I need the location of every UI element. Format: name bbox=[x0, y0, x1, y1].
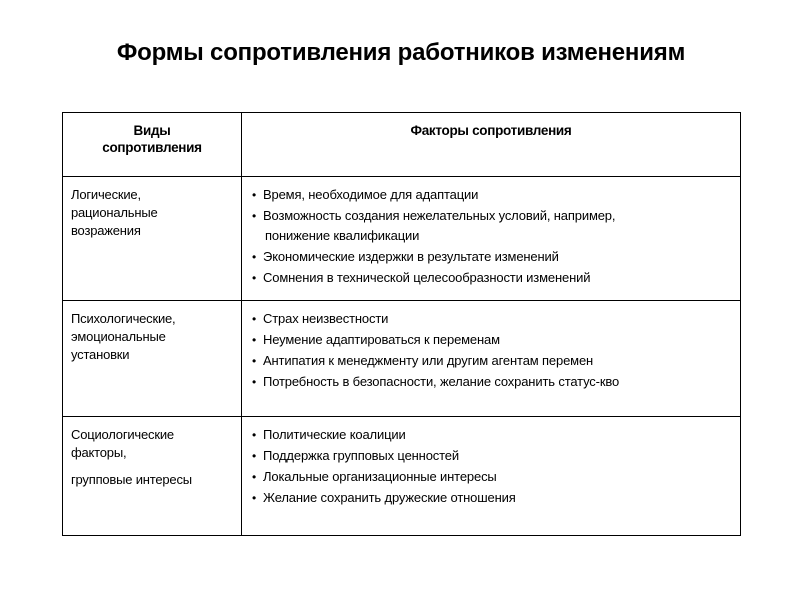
list-item-text: Сомнения в технической целесообразности изменений bbox=[263, 270, 591, 285]
list-item-text: Потребность в безопасности, желание сохранить статус-кво bbox=[263, 374, 620, 389]
table-row bbox=[63, 301, 741, 417]
factor-list bbox=[252, 185, 732, 288]
kind-line: групповые интересы bbox=[71, 472, 192, 487]
column-header-kind-line-2: сопротивления bbox=[102, 140, 202, 155]
list-item bbox=[252, 247, 732, 267]
list-item-text: Антипатия к менеджменту или другим агентам перемен bbox=[263, 353, 594, 368]
factors-cell-psychological bbox=[242, 301, 741, 417]
resistance-table bbox=[62, 112, 741, 536]
page-title: Формы сопротивления работников изменениям bbox=[116, 39, 686, 66]
list-item bbox=[252, 372, 732, 392]
column-header-kind-line-1: Виды bbox=[133, 123, 171, 138]
column-header-factors-label: Факторы сопротивления bbox=[410, 123, 572, 138]
list-item bbox=[252, 268, 732, 288]
list-item-text: Неумение адаптироваться к переменам bbox=[263, 332, 500, 347]
factors-cell-logical bbox=[242, 177, 741, 301]
bullet-icon: • bbox=[252, 312, 257, 326]
kind-line: факторы, bbox=[71, 445, 127, 460]
bullet-icon: • bbox=[252, 491, 257, 505]
bullet-icon: • bbox=[252, 188, 257, 202]
list-item bbox=[252, 446, 732, 466]
column-header-factors bbox=[242, 113, 741, 177]
list-item bbox=[252, 467, 732, 487]
kind-cell-psychological bbox=[63, 301, 242, 417]
bullet-icon: • bbox=[252, 333, 257, 347]
table-header-row bbox=[63, 113, 741, 177]
kind-line: эмоциональные bbox=[71, 329, 166, 344]
bullet-icon: • bbox=[252, 428, 257, 442]
list-item-text: Поддержка групповых ценностей bbox=[263, 448, 459, 463]
bullet-icon: • bbox=[252, 375, 257, 389]
list-item bbox=[252, 330, 732, 350]
column-header-kind bbox=[63, 113, 242, 177]
bullet-icon: • bbox=[252, 271, 257, 285]
kind-cell-sociological bbox=[63, 417, 242, 536]
table-row bbox=[63, 177, 741, 301]
list-item bbox=[252, 351, 732, 371]
list-item-text: Экономические издержки в результате изменений bbox=[263, 249, 559, 264]
bullet-icon: • bbox=[252, 250, 257, 264]
factor-list bbox=[252, 309, 732, 392]
table-row bbox=[63, 417, 741, 536]
list-item bbox=[252, 185, 732, 205]
list-item bbox=[252, 425, 732, 445]
list-item-text-continuation: понижение квалификации bbox=[265, 228, 420, 243]
list-item-text: Возможность создания нежелательных условий, например, bbox=[263, 208, 616, 223]
kind-line: Социологические bbox=[71, 427, 174, 442]
bullet-icon: • bbox=[252, 354, 257, 368]
kind-line: установки bbox=[71, 347, 130, 362]
bullet-icon: • bbox=[252, 449, 257, 463]
bullet-icon: • bbox=[252, 209, 257, 223]
list-item-text: Время, необходимое для адаптации bbox=[263, 187, 479, 202]
kind-cell-logical bbox=[63, 177, 242, 301]
list-item bbox=[252, 488, 732, 508]
list-item-text: Желание сохранить дружеские отношения bbox=[263, 490, 516, 505]
factors-cell-sociological bbox=[242, 417, 741, 536]
list-item bbox=[252, 309, 732, 329]
kind-line: Логические, bbox=[71, 187, 141, 202]
list-item bbox=[252, 206, 732, 246]
factor-list bbox=[252, 425, 732, 508]
bullet-icon: • bbox=[252, 470, 257, 484]
list-item-text: Политические коалиции bbox=[263, 427, 406, 442]
list-item-text: Локальные организационные интересы bbox=[263, 469, 497, 484]
kind-line: возражения bbox=[71, 223, 141, 238]
list-item-text: Страх неизвестности bbox=[263, 311, 389, 326]
kind-line: рациональные bbox=[71, 205, 158, 220]
kind-line: Психологические, bbox=[71, 311, 176, 326]
